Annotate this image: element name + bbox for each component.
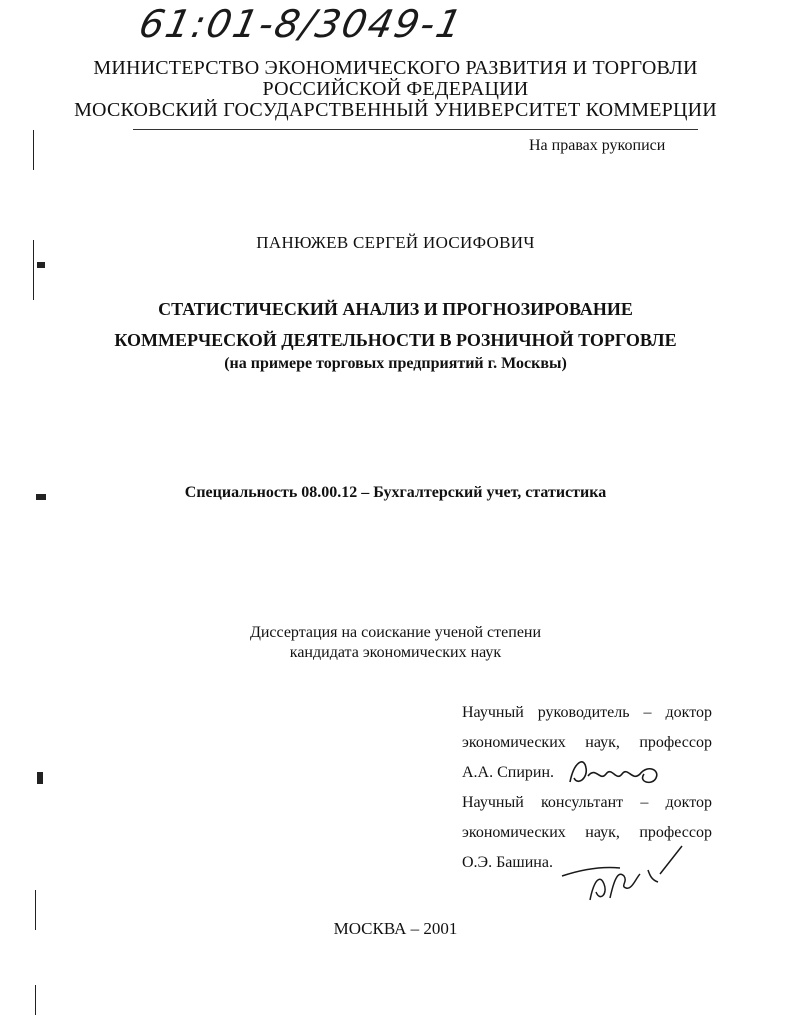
archive-number: 61:01-8/3049-1 xyxy=(135,2,468,46)
consultant-degree: экономических наук, профессор xyxy=(462,824,712,841)
consultant-role: Научный консультант – доктор xyxy=(462,794,712,811)
supervisor-signature xyxy=(560,752,670,794)
supervisor-degree: экономических наук, профессор xyxy=(462,734,712,751)
degree-statement xyxy=(0,623,791,663)
scan-mark xyxy=(37,772,43,784)
scan-mark xyxy=(36,494,46,500)
university-line: МОСКОВСКИЙ ГОСУДАРСТВЕННЫЙ УНИВЕРСИТЕТ КОММЕРЦИИ xyxy=(74,99,717,121)
consultant-signature xyxy=(560,840,690,910)
city-year: МОСКВА – 2001 xyxy=(333,919,458,938)
scan-mark xyxy=(35,985,36,1015)
ministry-line: МИНИСТЕРСТВО ЭКОНОМИЧЕСКОГО РАЗВИТИЯ И ТОРГОВЛИ xyxy=(93,57,698,79)
supervisor-name: А.А. Спирин. xyxy=(462,764,555,781)
supervisor-role: Научный руководитель – доктор xyxy=(462,704,712,721)
degree-line-2: кандидата экономических наук xyxy=(289,644,502,661)
consultant-name: О.Э. Башина. xyxy=(462,854,553,871)
dissertation-title xyxy=(0,294,791,356)
specialty: Специальность 08.00.12 – Бухгалтерский учет, статистика xyxy=(184,484,607,501)
title-line-2: КОММЕРЧЕСКОЙ ДЕЯТЕЛЬНОСТИ В РОЗНИЧНОЙ ТОРГОВЛЕ xyxy=(114,330,677,350)
scan-mark xyxy=(35,890,36,930)
dissertation-subtitle: (на примере торговых предприятий г. Москвы) xyxy=(224,355,567,372)
scan-mark xyxy=(33,130,34,170)
scan-mark xyxy=(37,262,45,268)
degree-line-1: Диссертация на соискание ученой степени xyxy=(249,624,542,641)
federation-line: РОССИЙСКОЙ ФЕДЕРАЦИИ xyxy=(262,78,529,100)
manuscript-note: На правах рукописи xyxy=(529,137,666,154)
header-divider xyxy=(133,129,698,130)
ministry-header xyxy=(0,58,791,121)
title-line-1: СТАТИСТИЧЕСКИЙ АНАЛИЗ И ПРОГНОЗИРОВАНИЕ xyxy=(158,299,633,319)
scan-mark xyxy=(33,240,34,300)
author-name: ПАНЮЖЕВ СЕРГЕЙ ИОСИФОВИЧ xyxy=(256,233,535,252)
